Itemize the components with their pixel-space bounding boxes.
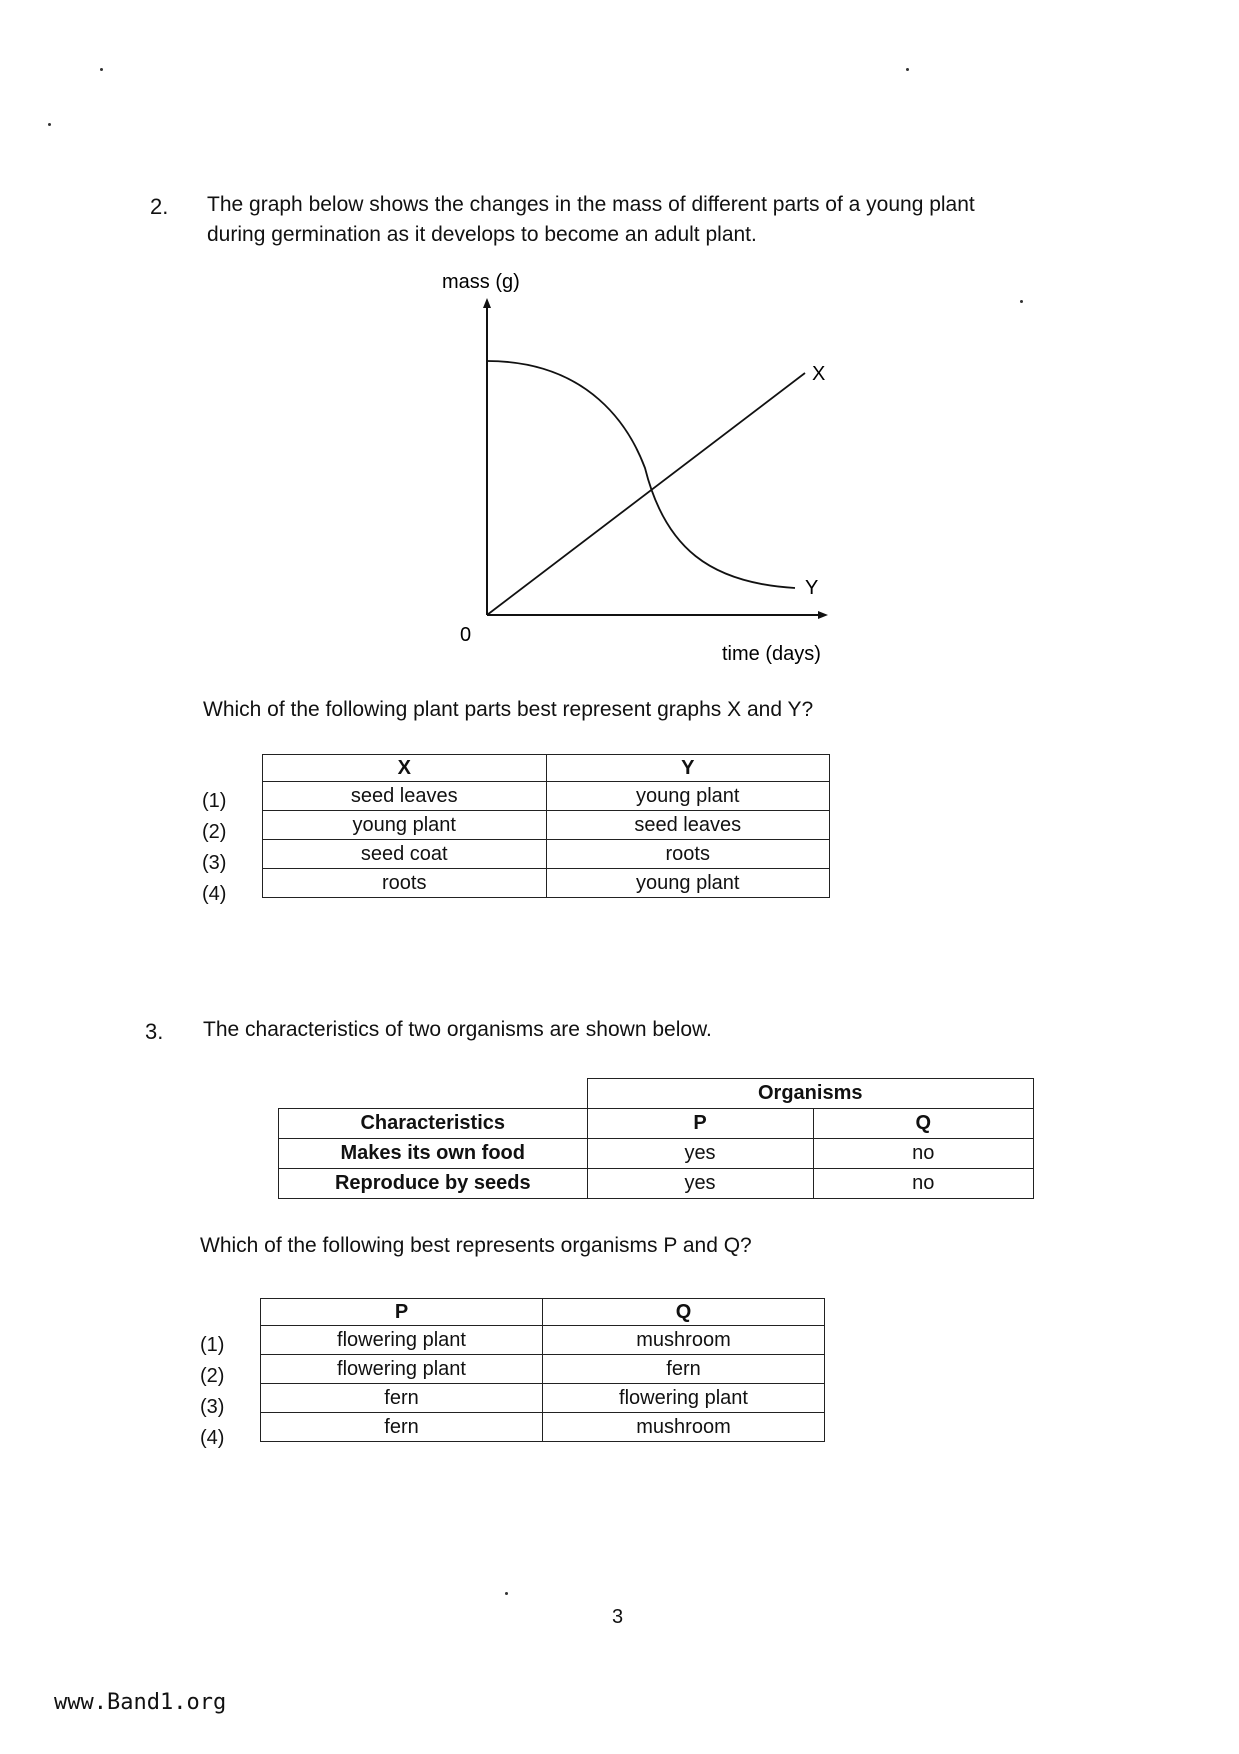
cell-p: fern [261,1384,543,1413]
q-cell: no [813,1169,1034,1199]
header-q: Q [543,1299,825,1326]
question-2-line-1: The graph below shows the changes in the mass of different parts of a young plant [207,193,975,216]
option-label: (4) [202,883,227,905]
option-label: (2) [202,821,227,843]
table-row [261,1355,825,1384]
question-2-options-table [262,754,830,898]
cell-p: flowering plant [261,1326,543,1355]
x-axis-label: time (days) [722,643,821,665]
table-row [263,782,830,811]
table-row [261,1413,825,1442]
footer-url[interactable]: www.Band1.org [54,1690,227,1715]
p-cell: yes [587,1139,813,1169]
header-x: X [263,755,547,782]
cell-x: roots [263,869,547,898]
graph-x-line [487,373,805,615]
curve-x-label: X [812,363,826,385]
graph-svg [400,258,880,678]
cell-p: fern [261,1413,543,1442]
speck [48,123,51,126]
option-label: (1) [202,790,227,812]
table-row [263,869,830,898]
col-q-header: Q [813,1109,1034,1139]
option-label: (3) [200,1396,225,1418]
cell-x: seed leaves [263,782,547,811]
question-2-number: 2. [150,194,169,219]
question-2-line-2: during germination as it develops to become an adult plant. [207,223,757,246]
cell-q: mushroom [543,1413,825,1442]
y-axis-label: mass (g) [442,271,520,293]
cell-p: flowering plant [261,1355,543,1384]
question-3-number: 3. [145,1019,164,1044]
cell-x: seed coat [263,840,547,869]
table-row [261,1384,825,1413]
option-label: (2) [200,1365,225,1387]
speck [1020,300,1023,303]
question-3-prompt: Which of the following best represents organisms P and Q? [200,1234,752,1257]
table-header-row [279,1109,1034,1139]
blank-corner [279,1079,588,1109]
table-header-row [261,1299,825,1326]
question-3-text: The characteristics of two organisms are shown below. [203,1018,712,1041]
cell-q: mushroom [543,1326,825,1355]
x-axis-arrow [818,611,828,619]
table-row [279,1139,1034,1169]
table-row [279,1169,1034,1199]
question-2-prompt: Which of the following plant parts best represent graphs X and Y? [203,698,814,721]
header-p: P [261,1299,543,1326]
table-row [263,840,830,869]
table-row [263,811,830,840]
cell-y: young plant [546,869,830,898]
q-cell: no [813,1139,1034,1169]
speck [906,68,909,71]
cell-q: flowering plant [543,1384,825,1413]
cell-q: fern [543,1355,825,1384]
cell-y: roots [546,840,830,869]
organisms-header: Organisms [587,1079,1034,1109]
curve-y-label: Y [805,577,819,599]
question-2-option-labels [202,786,226,910]
question-3-options-table [260,1298,825,1442]
cell-x: young plant [263,811,547,840]
page-number: 3 [612,1606,624,1628]
speck [505,1592,508,1595]
option-label: (4) [200,1427,225,1449]
characteristics-table [278,1078,1034,1199]
col-p-header: P [587,1109,813,1139]
question-3-option-labels [200,1330,224,1454]
option-label: (1) [200,1334,225,1356]
question-2-graph [400,258,880,678]
cell-y: young plant [546,782,830,811]
characteristics-header: Characteristics [279,1109,588,1139]
graph-y-curve [487,361,795,588]
option-label: (3) [202,852,227,874]
speck [100,68,103,71]
characteristic-cell: Reproduce by seeds [279,1169,588,1199]
y-axis-arrow [483,298,491,308]
table-row [261,1326,825,1355]
p-cell: yes [587,1169,813,1199]
table-header-row [279,1079,1034,1109]
table-header-row [263,755,830,782]
origin-label: 0 [460,624,472,646]
cell-y: seed leaves [546,811,830,840]
header-y: Y [546,755,830,782]
characteristic-cell: Makes its own food [279,1139,588,1169]
question-2-text [207,190,1137,250]
